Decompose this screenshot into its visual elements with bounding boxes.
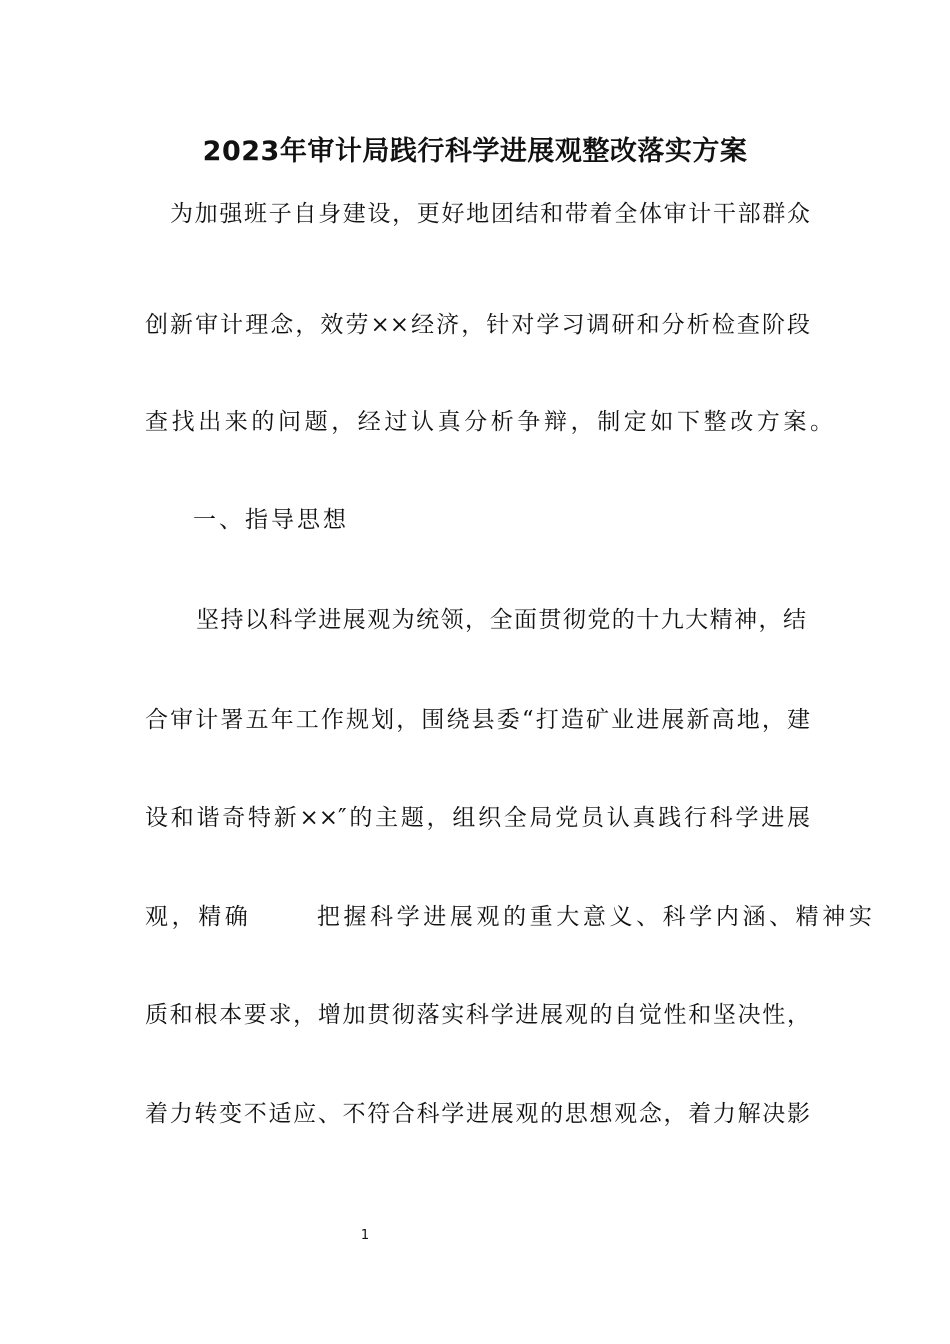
section-heading: 一、指导思想: [193, 507, 349, 533]
paragraph-line: 查找出来的问题，经过认真分析争辩，制定如下整改方案。: [145, 409, 837, 435]
paragraph-line: 着力转变不适应、不符合科学进展观的思想观念，着力解决影: [145, 1101, 810, 1127]
page-number: 1: [360, 1228, 370, 1243]
paragraph-line: 为加强班子自身建设，更好地团结和带着全体审计干部群众: [170, 201, 810, 227]
paragraph-line: 创新审计理念，效劳××经济，针对学习调研和分析检查阶段: [145, 312, 810, 338]
paragraph-line: 设和谐奇特新××″的主题，组织全局党员认真践行科学进展: [145, 805, 810, 831]
paragraph-line: 坚持以科学进展观为统领，全面贯彻党的十九大精神，结: [196, 607, 806, 633]
paragraph-line: 质和根本要求，增加贯彻落实科学进展观的自觉性和坚决性，: [145, 1002, 810, 1028]
paragraph-line: 观，精确 把握科学进展观的重大意义、科学内涵、精神实: [145, 904, 876, 930]
document-title: 2023年审计局践行科学进展观整改落实方案: [202, 136, 748, 167]
paragraph-line: 合审计署五年工作规划，围绕县委“打造矿业进展新高地，建: [145, 707, 810, 733]
